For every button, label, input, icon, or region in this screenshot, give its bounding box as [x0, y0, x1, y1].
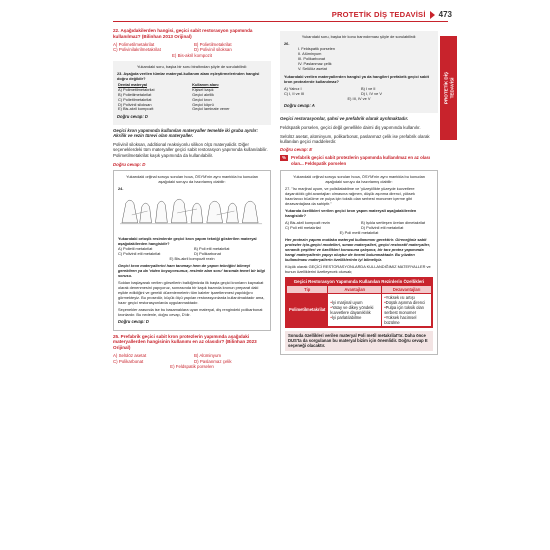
option: E) Poli metil metakrilat — [339, 229, 379, 235]
question-22-stem: 22. Aşağıdakilerden hangisi, geçici sabit restorasyon yapımında kullanılmaz? (Bilinhan 2013 Orijinal) — [113, 28, 253, 39]
answer-label: Doğru cevap: D — [117, 114, 148, 120]
left-column — [113, 28, 271, 370]
disadvantages-cell — [382, 293, 432, 326]
final-note: Sonuda özellikleri verilen materyal Poli metil metakrilat'tır. Daha önce DUS'ta da sorgulanan bu materyal bizim için önemlidir. Doğru cevap E seçeneği olacaktır. — [285, 331, 433, 351]
column-header: Dental materyal — [118, 82, 147, 88]
list-item: V. Selülöz asetat — [298, 66, 327, 71]
variant-question-box — [280, 170, 438, 355]
question-number: 26. — [284, 41, 290, 46]
explanation: Soldan başlayarak verilen görsellerin balkiğimizda ilk başta geçici kronların kaynakat olarak denenmesini yapıyoruz, sonrasında bir kaşık bazında kronun preparat daki eşikte edildiğini ve gerekli düzenlemelerin tüm kaleler işaretlenmesi yapıldığını görmekteyiz. Bu prosedür, küçük ölçü yapılan restorasyonlarda kullanılmaktadır ama, hazır geçici restorasyonlarda uygulanmaktadır. — [118, 280, 265, 306]
option: A) Bis-akril kompozit rezin — [285, 219, 330, 225]
key-point — [280, 155, 438, 166]
list-item: • Yüksek ısı artışı — [384, 295, 429, 300]
chapter-side-tab — [440, 36, 457, 140]
cell: D) Polivinil siloksan — [118, 101, 152, 107]
list-item: III. Polikarbonat — [298, 56, 326, 61]
box-intro: Yukarıdaki orijinal soruyu sorulan hoca, ÖSYM'nin aynı mantıkla bu konudan aşağıdaki soruyu da hazırlamış olabilir: — [293, 173, 425, 184]
option: B) I ve II — [361, 86, 376, 91]
paragraph: Geçici kron yapımında kullanılan materyaller temelde iki gruba ayrılır: Akrilik ve rezin türevi olan materyaller. — [113, 127, 258, 139]
option: A) Yalnız I — [284, 86, 302, 91]
list-item: • Düşük aşınma direnci — [384, 300, 429, 305]
advantages-cell — [328, 293, 382, 326]
side-tab-line2: TEDAVİSİ — [448, 77, 454, 99]
list-item: • Yüksek hacimsel büzülme — [384, 315, 429, 325]
option: D) Polikarbonat — [194, 251, 221, 257]
question-25-stem: 25. Prefabrik geçici sabit kron protezlerin yapımında aşağıdaki materyallerden hangisinin kullanımı en az olasıdır? (Bilinhan 2023 Orijinal) — [113, 333, 257, 351]
column-header: Avantajları — [328, 285, 382, 293]
material-type: Polimetilmetakrilat — [287, 293, 328, 326]
cell: E) Bis-akril kompozit — [118, 106, 154, 112]
match-table — [117, 83, 267, 112]
variant-question-box — [113, 170, 271, 330]
summary-text: Küçük olarak GEÇİCİ RESTORASYONLARDA KULLANDIĞIMIZ MATERYALLER ve bunun özelliklerini özetleyecek olursak; — [285, 263, 431, 274]
side-tab-line1: PROTETİK DİŞ — [443, 71, 448, 105]
option: A) Polietil metakrilat — [118, 246, 153, 252]
triangle-icon — [430, 11, 435, 19]
percent-icon: % — [280, 155, 288, 161]
option: A) Polimetilmetakrilat — [113, 41, 155, 47]
crown-technique-illustration — [118, 193, 266, 229]
page-number: 473 — [438, 10, 452, 19]
cell: C) Polietilmetakrilat — [118, 96, 152, 102]
option: C) Polivinilakrilmetakrilat — [113, 47, 161, 53]
option: E) Bis-akril kompozit rezin — [169, 256, 215, 262]
list-item: • İyi marjinal uyum — [330, 300, 379, 305]
column-header: Tip — [287, 285, 328, 293]
box-intro: Yukarıdaki soru, başka bir soru biraltından şöyle de sorulabilirdi: — [136, 64, 248, 70]
question-26-stem: Yukarıdaki verilen materyallerden hangisi ya da hangileri prefabrik geçici sabit kron protezlerde kullanılmaz? — [284, 74, 429, 84]
list-item: II. Alüminyum — [298, 51, 322, 56]
list-item: • İyi parlatılabilme — [330, 315, 379, 320]
paragraph: Polivinil siloksan, additional reaksiyonlu silikon ölçü materyalidir. Diğer seçeneklerdeki tüm materyaller geçici sabit restorasyon yapımında kullanılabilir. Polimetilmetakrilat kaşık yapımında da kullanılabilir. — [113, 141, 268, 158]
table-row — [117, 107, 267, 112]
answer-label: Doğru cevap: D — [118, 319, 149, 325]
cell: Geçici laminate vener — [192, 106, 230, 112]
list-item: IV. Paslanmaz çelik — [298, 61, 332, 66]
question-27-options — [285, 220, 433, 230]
option: B) Alüminyum — [194, 352, 222, 358]
list-item: • Yatay ve dikey yöndeki kuvvetlere dayanıklılık — [330, 305, 379, 315]
question-26-options — [284, 86, 434, 96]
option: D) Polivinil siloksan — [194, 47, 232, 53]
chapter-title: PROTETİK DİŞ TEDAVİSİ — [331, 10, 426, 19]
question-24-options — [118, 246, 266, 256]
answer-label: Doğru cevap: E — [280, 146, 313, 152]
option: C) Poli etil metakrilat — [285, 224, 321, 230]
question-23-stem: 23. Aşağıda verilen tümlar materyal-kullanım alanı eşleştirmelerinden hangisi doğru değildir? — [117, 71, 260, 82]
option: B) Poli etil metakrilat — [194, 246, 230, 252]
column-header: Kullanım alanı — [192, 82, 219, 88]
table-title: Geçici Restorasyon Yapımında Kullanılan Rezinlerin Özellikleri — [286, 278, 432, 285]
cell: Geçici akrilik — [192, 91, 214, 97]
variant-question-box — [280, 31, 438, 113]
question-27-prompt: Yukarıda özellikleri verilen geçici kron yapım materyali aşağıdakilerden hangisidir? — [285, 207, 417, 218]
key-point-text: Prefabrik geçici sabit protezlerin yapımında kullanılmaz en az olası olan... Feldspatik porselen — [291, 155, 431, 166]
list-item: • Pulpa için toksik olan serbest monomer — [384, 305, 429, 315]
option: D) Polivinil etil metakrilat — [361, 224, 404, 230]
box-note: Geçici kron materyallerini ham tanımayı hem de yapım tekniğini bilmeyi gerektiren ya da 'video koyuyorsunuz, resimle alan soru' tarzında temel bir bilgi sorusu. — [118, 263, 265, 279]
option: C) Polivinil etil metakrilat — [118, 251, 161, 257]
paragraph: Feldspatik porselen, geçici değil genellikle daimi diş yapımında kullanılır. — [280, 125, 421, 130]
option: B) Polietilmetakrilat — [194, 41, 232, 47]
option: E) III, IV ve V — [347, 96, 371, 101]
option: A) Selülöz asetat — [113, 352, 147, 358]
option: D) I, IV ve V — [361, 91, 382, 96]
cell: A) Polimetilmetakrilat — [118, 87, 155, 93]
box-intro: Yukarıdaki soru, başka bir konu barındırması şöyle de sorulabilirdi: — [301, 34, 417, 39]
question-27-stem: 27. "Isı marjinal uyum, ve polisllatabilme ve 'yüzeyi/likte yüzeyde kuvvetlere dayanıklılık gibi avantajları olmasına rağmen, düşük aşınma direnci, yüksek hazırlanıcı büzülme ve pulpa için toksik olan serbest monomer içerme gibi dezavantajlara da sahiptir." — [285, 185, 415, 206]
cell: Kişisel kaşık — [192, 87, 214, 93]
box-intro: Yukarıdaki orijinal soruyu sorulan hoca, ÖSYM'nin aynı mantıkla bu konudan aşağıdaki soruyu da hazırlamış olabilir: — [126, 174, 258, 185]
header-rule — [113, 21, 448, 22]
answer-label: Doğru cevap: A — [284, 103, 315, 108]
cell: Geçici köprü — [192, 101, 214, 107]
option: E) Bis-akril kompozit — [171, 52, 212, 58]
properties-table — [285, 277, 433, 328]
option: B) Işıkla sertleşen üretan dimetakrilat — [361, 219, 426, 225]
table-row — [287, 293, 432, 326]
explanation: Seçenekler arasında ise bu basamaklara uyan materyal, diş rengindeki polikarbonat kronlardır. Bu nedenle, doğru cevap, D'dir. — [118, 307, 263, 318]
cell: B) Polietilmetakrilat — [118, 91, 152, 97]
option: C) Polikarbonat — [113, 358, 144, 364]
paragraph: Geçici restorasyonlar, şahsi ve prefabrik olarak ayrılmaktadır. — [280, 116, 409, 122]
option: E) Feldspatik porselen — [170, 364, 214, 370]
option: D) Paslanmaz çelik — [194, 358, 232, 364]
question-number: 24. — [118, 186, 124, 192]
question-22-options — [113, 42, 271, 53]
right-column — [280, 28, 438, 358]
cell: Geçici kron — [192, 96, 212, 102]
question-25-options — [113, 353, 271, 364]
page-header — [332, 10, 452, 19]
question-24-stem: Yukarıdaki ortoşik resimlerde geçici kron yapım tekniği gösterilen materyal aşağıdakilerden hangisidir? — [118, 236, 257, 247]
option: C) I, II ve III — [284, 91, 305, 96]
box-note: Her protezin yapımı mutlaka materyal kullanımını gerektirir. Gireceğiniz sabit protezler için-geçici modelleri, sıman materyalleri, geçici restoratif materyaller, seramik çeşitleri ve özellikleri konusuna çalışınız, bir tarz protez yapımında hangi materyallerin yapıyı oluştur de önemi bulunmaktadır. Bu yüzden kullanılması materyallerin özelliklerinin iyi bilmeliyiz. — [285, 236, 431, 262]
list-item: I. Feldspatik porselen — [298, 46, 335, 51]
variant-question-box — [113, 61, 271, 124]
paragraph: Selülöz asetat, alüminyum, polikarbonat, paslanmaz çelik ise prefabrik olarak kullanılan geçici maddelerdir. — [280, 133, 430, 145]
column-header: Dezavantajları — [382, 285, 432, 293]
answer-label: Doğru cevap: D — [113, 161, 146, 167]
item-list — [284, 46, 434, 71]
